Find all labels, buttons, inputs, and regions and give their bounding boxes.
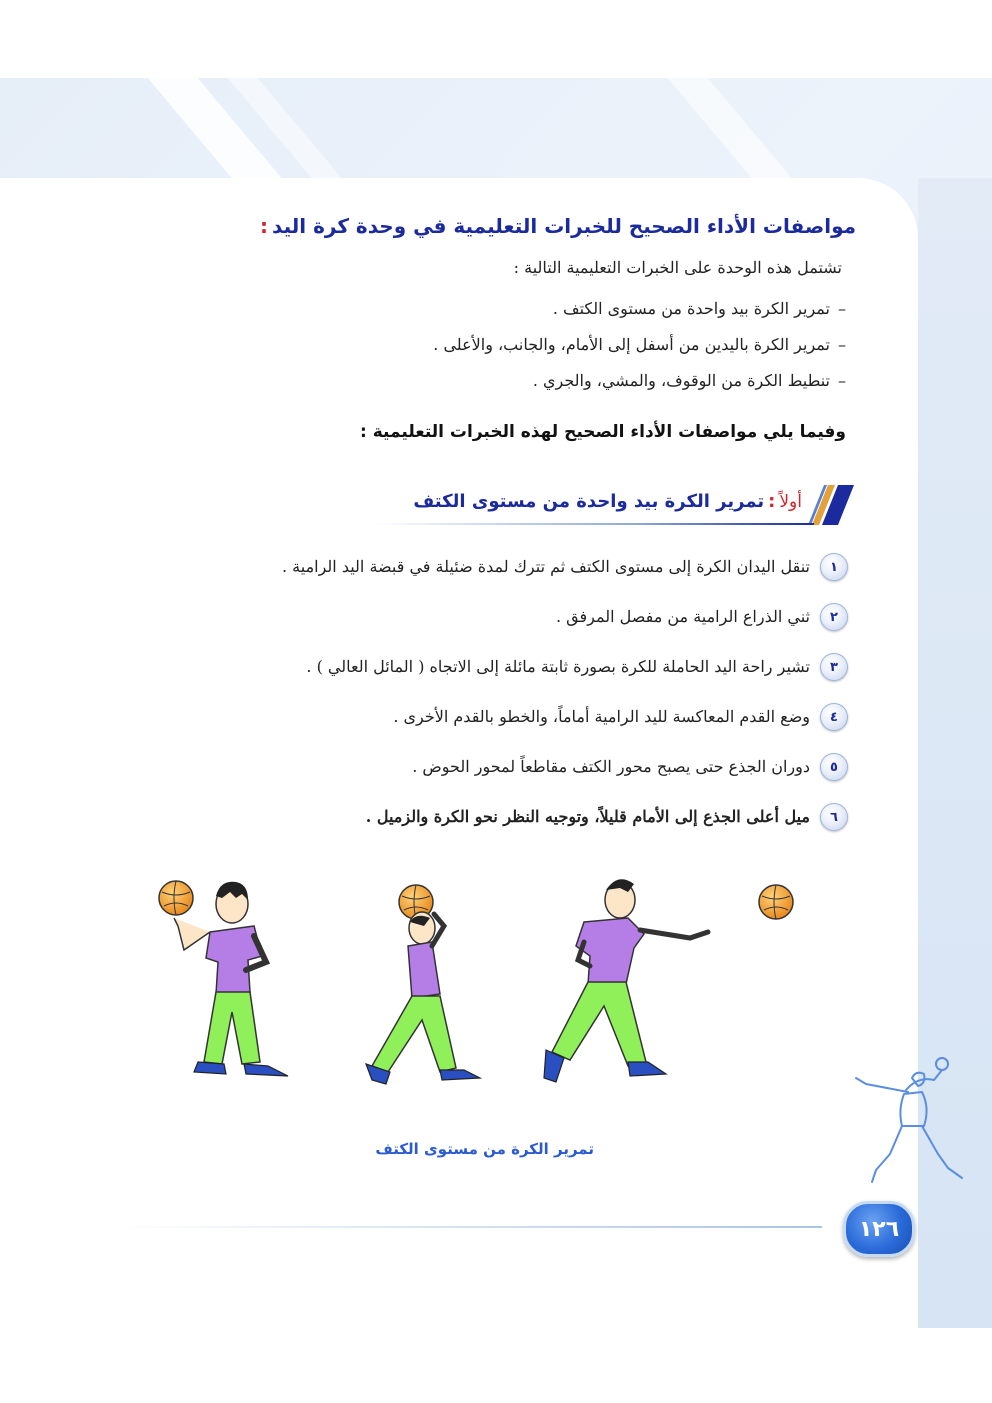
step-number-badge: ٦ bbox=[820, 803, 848, 831]
section-heading bbox=[413, 491, 802, 512]
step-text: وضع القدم المعاكسة لليد الرامية أماماً، والخطو بالقدم الأخرى . bbox=[393, 707, 810, 726]
step-text: تنقل اليدان الكرة إلى مستوى الكتف ثم تترك لمدة ضئيلة في قبضة اليد الرامية . bbox=[281, 557, 810, 576]
step-text: دوران الجذع حتى يصبح محور الكتف مقاطعاً لمحور الحوض . bbox=[412, 757, 810, 776]
section-prefix: أولاً bbox=[779, 492, 802, 512]
step-item bbox=[282, 603, 848, 653]
figure-caption: تمرير الكرة من مستوى الكتف bbox=[375, 1140, 594, 1158]
list-item bbox=[433, 330, 846, 366]
step-item bbox=[282, 703, 848, 753]
banner-stripes-icon bbox=[808, 483, 854, 527]
experiences-list bbox=[433, 294, 846, 402]
handball-player-icon bbox=[846, 1050, 976, 1200]
step-item bbox=[282, 553, 848, 603]
player-figure-3 bbox=[544, 879, 793, 1082]
section-banner bbox=[374, 483, 854, 527]
throwing-sequence-illustration bbox=[150, 866, 810, 1106]
list-item-text: تمرير الكرة بيد واحدة من مستوى الكتف . bbox=[552, 299, 830, 318]
bullet-dash: – bbox=[838, 335, 846, 354]
list-item bbox=[433, 366, 846, 402]
bullet-dash: – bbox=[838, 371, 846, 390]
page-number-badge: ١٢٦ bbox=[843, 1201, 915, 1257]
step-number-badge: ١ bbox=[820, 553, 848, 581]
heading-colon: : bbox=[260, 214, 269, 238]
summary-text: وفيما يلي مواصفات الأداء الصحيح لهذه الخبرات التعليمية : bbox=[360, 422, 846, 442]
banner-underline bbox=[374, 523, 814, 525]
step-item bbox=[282, 653, 848, 703]
player-figure-2 bbox=[366, 885, 480, 1084]
page-heading bbox=[216, 214, 856, 238]
steps-list bbox=[282, 553, 848, 853]
step-number-badge: ٢ bbox=[820, 603, 848, 631]
intro-text: تشتمل هذه الوحدة على الخبرات التعليمية التالية : bbox=[513, 258, 842, 277]
list-item-text: تنطيط الكرة من الوقوف، والمشي، والجري . bbox=[532, 371, 830, 390]
section-title: تمرير الكرة بيد واحدة من مستوى الكتف bbox=[413, 491, 765, 512]
step-text: تشير راحة اليد الحاملة للكرة بصورة ثابتة مائلة إلى الاتجاه ( المائل العالي ) . bbox=[306, 657, 810, 676]
step-text: ثني الذراع الرامية من مفصل المرفق . bbox=[555, 607, 810, 626]
step-number-badge: ٥ bbox=[820, 753, 848, 781]
list-item-text: تمرير الكرة باليدين من أسفل إلى الأمام، والجانب، والأعلى . bbox=[433, 335, 830, 354]
step-number-badge: ٣ bbox=[820, 653, 848, 681]
footer-line bbox=[110, 1226, 822, 1228]
step-number-badge: ٤ bbox=[820, 703, 848, 731]
heading-text: مواصفات الأداء الصحيح للخبرات التعليمية في وحدة كرة اليد bbox=[272, 214, 856, 238]
step-item bbox=[282, 753, 848, 803]
bullet-dash: – bbox=[838, 299, 846, 318]
step-item bbox=[282, 803, 848, 853]
step-text: ميل أعلى الجذع إلى الأمام قليلاً، وتوجيه النظر نحو الكرة والزميل . bbox=[365, 807, 810, 826]
section-colon: : bbox=[768, 491, 776, 512]
player-figure-1 bbox=[159, 881, 288, 1076]
list-item bbox=[433, 294, 846, 330]
